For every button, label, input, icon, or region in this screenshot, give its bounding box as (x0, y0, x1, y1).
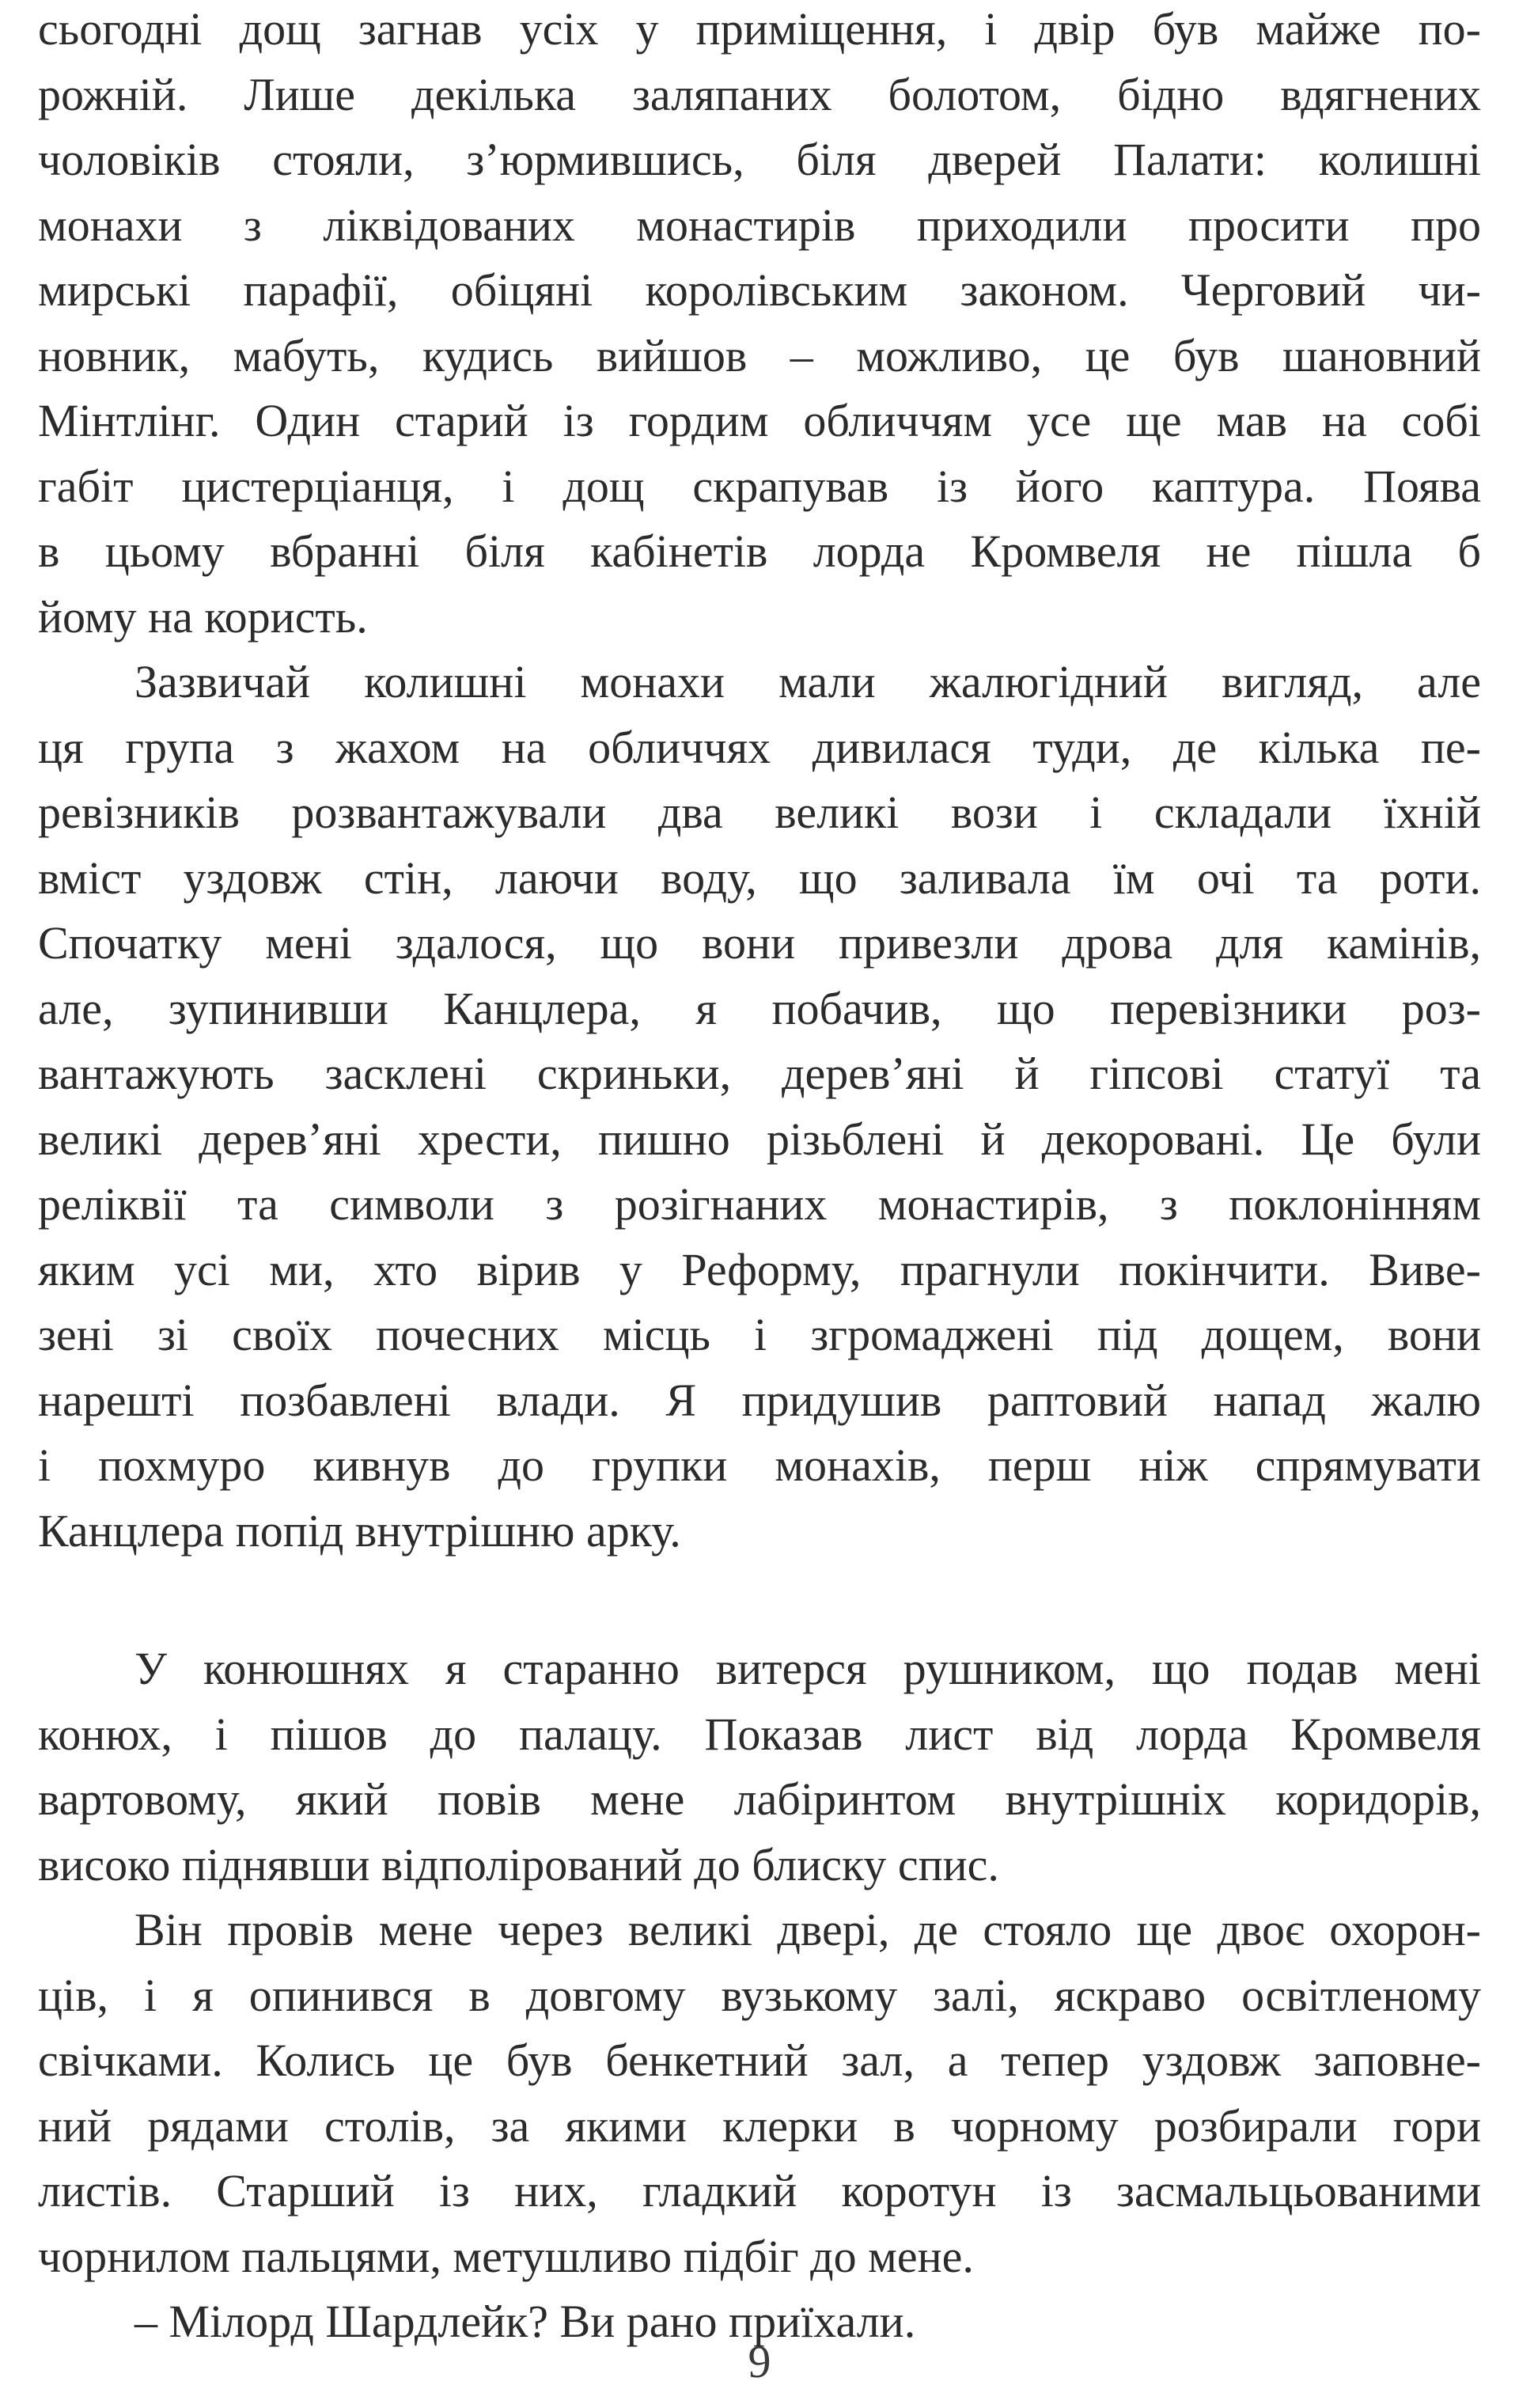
book-page-text (38, 0, 1481, 2355)
text-line: ця група з жахом на обличчях дивилася туди, де кілька пе- (38, 721, 1481, 773)
text-line: Він провів мене через великі двері, де стояло ще двоє охорон- (134, 1904, 1481, 1955)
text-line: реліквії та символи з розігнаних монастирів, з поклонінням (38, 1178, 1481, 1230)
text-line: зені зі своїх почесних місць і згромаджені під дощем, вони (38, 1309, 1481, 1360)
text-line: монахи з ліквідованих монастирів приходили просити про (38, 199, 1481, 251)
text-line: конюх, і пішов до палацу. Показав лист від лорда Кромвеля (38, 1708, 1481, 1760)
text-line: – Мілорд Шардлейк? Ви рано приїхали. (134, 2296, 916, 2347)
text-line: Мінтлінг. Один старий із гордим обличчям усе ще мав на собі (38, 395, 1481, 446)
paragraph (38, 1636, 1481, 1898)
text-line: високо піднявши відполірований до блиску спис. (38, 1838, 999, 1890)
text-line: вміст уздовж стін, лаючи воду, що заливала їм очі та роти. (38, 851, 1481, 904)
paragraph (38, 0, 1481, 650)
text-line: свічками. Колись це був бенкетний зал, а тепер уздовж заповне- (38, 2034, 1481, 2086)
text-line: нарешті позбавлені влади. Я придушив раптовий напад жалю (38, 1374, 1481, 1426)
text-line: мирські парафії, обіцяні королівським законом. Черговий чи- (38, 264, 1481, 316)
text-line: в цьому вбранні біля кабінетів лорда Кромвеля не пішла б (38, 525, 1481, 577)
text-line: рожній. Лише декілька заляпаних болотом, бідно вдягнених (38, 68, 1481, 120)
text-line: Канцлера попід внутрішню арку. (38, 1504, 681, 1557)
text-line: ців, і я опинився в довгому вузькому залі, яскраво освітленому (38, 1969, 1481, 2021)
text-line: чоловіків стояли, з’юрмившись, біля дверей Палати: колишні (38, 134, 1481, 185)
text-line: чорнилом пальцями, метушливо підбіг до мене. (38, 2230, 974, 2282)
text-line: йому на користь. (38, 590, 368, 643)
text-line: але, зупинивши Канцлера, я побачив, що перевізники роз- (38, 982, 1481, 1034)
text-line: листів. Старший із них, гладкий коротун із засмальцьованими (38, 2165, 1481, 2216)
section-break (38, 1564, 1481, 1636)
paragraph (38, 1898, 1481, 2289)
text-line: У конюшнях я старанно витерся рушником, що подав мені (134, 1643, 1481, 1694)
text-line: яким усі ми, хто вірив у Реформу, прагнули покінчити. Виве- (38, 1243, 1481, 1295)
text-line: габіт цистерціанця, і дощ скрапував із його каптура. Поява (38, 460, 1481, 512)
text-line: новник, мабуть, кудись вийшов – можливо, це був шановний (38, 329, 1481, 381)
page-number: 9 (748, 2336, 771, 2387)
text-line: сьогодні дощ загнав усіх у приміщення, і двір був майже по- (38, 3, 1481, 55)
paragraph (38, 650, 1481, 1564)
text-line: ний рядами столів, за якими клерки в чорному розбирали гори (38, 2099, 1481, 2152)
text-line: ревізників розвантажували два великі вози і складали їхній (38, 787, 1481, 838)
text-line: вартовому, який повів мене лабіринтом внутрішніх коридорів, (38, 1773, 1481, 1825)
text-line: і похмуро кивнув до групки монахів, перш ніж спрямувати (38, 1439, 1481, 1491)
text-line: Спочатку мені здалося, що вони привезли дрова для камінів, (38, 917, 1481, 969)
text-line: великі дерев’яні хрести, пишно різьблені й декоровані. Це були (38, 1113, 1481, 1165)
text-line: Зазвичай колишні монахи мали жалюгідний вигляд, але (134, 656, 1481, 707)
text-line: вантажують засклені скриньки, дерев’яні й гіпсові статуї та (38, 1048, 1481, 1099)
